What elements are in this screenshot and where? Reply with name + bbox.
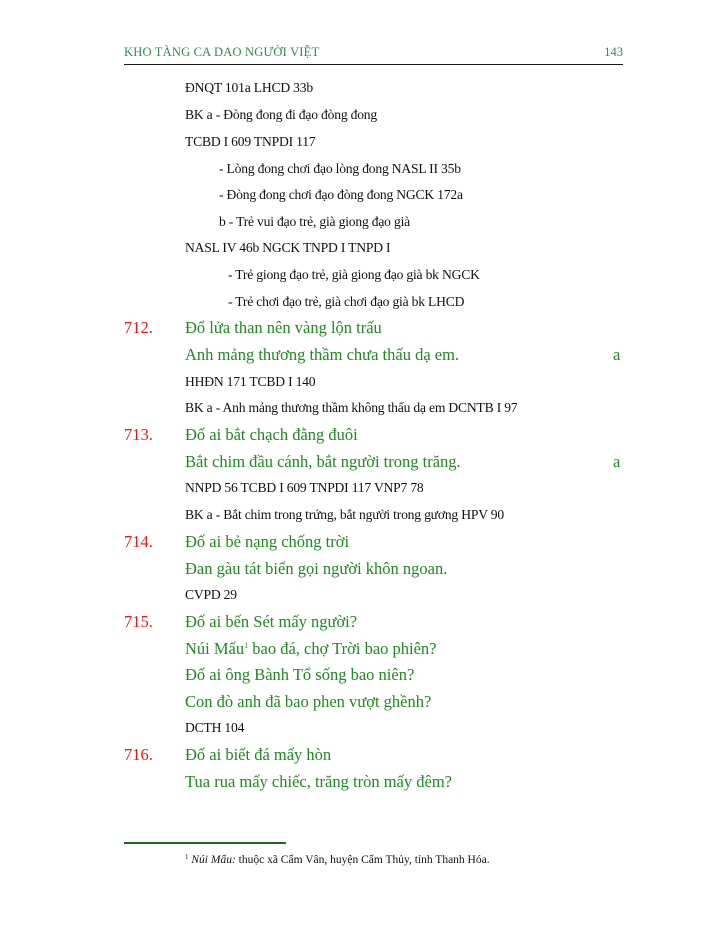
ref-line: NNPD 56 TCBD I 609 TNPDI 117 VNP7 78 (185, 480, 424, 495)
entry-number: 714. (124, 532, 153, 551)
verse-line: Tua rua mấy chiếc, trăng tròn mấy đêm? (185, 772, 452, 791)
ref-line: ĐNQT 101a LHCD 33b (185, 80, 313, 95)
footnote (185, 853, 490, 866)
ref-line: DCTH 104 (185, 720, 245, 735)
ref-line: HHĐN 171 TCBD I 140 (185, 374, 316, 389)
verse-line: Đan gàu tát biển gọi người khôn ngoan. (185, 559, 448, 578)
verse-line: Đổ lửa than nên vàng lộn trấu (185, 318, 382, 337)
footnote-term: Núi Mẩu: (191, 854, 236, 866)
verse-line: Đố ai bến Sét mấy người? (185, 612, 358, 631)
verse-line: Đố ai bẻ nạng chống trời (185, 532, 350, 551)
verse-line: Đố ai ông Bành Tổ sống bao niên? (185, 665, 415, 684)
footnote-divider (124, 842, 286, 844)
footnote-text: thuộc xã Cẩm Vân, huyện Cẩm Thủy, tỉnh Thanh Hóa. (235, 854, 490, 866)
verse-line: Con đò anh đã bao phen vượt ghềnh? (185, 692, 432, 711)
verse-text: bao đá, chợ Trời bao phiên? (248, 639, 437, 658)
variant-line: - Trẻ chơi đạo trẻ, già chơi đạo già bk LHCD (228, 294, 465, 309)
entry-number: 716. (124, 745, 153, 764)
entry-number: 712. (124, 318, 153, 337)
page-header (124, 44, 623, 65)
ref-line: BK a - Anh mảng thương thầm không thấu dạ em DCNTB I 97 (185, 400, 518, 415)
verse-line: Đố ai bắt chạch đằng đuôi (185, 425, 358, 444)
ref-line: CVPD 29 (185, 587, 237, 602)
variant-mark: a (613, 452, 621, 471)
footnote-ref[interactable]: 1 (244, 641, 249, 650)
page-number: 143 (604, 45, 623, 59)
verse-line: Đố ai biết đá mấy hòn (185, 745, 332, 764)
entry-number: 713. (124, 425, 153, 444)
verse-line: Anh mảng thương thầm chưa thấu dạ em. (185, 345, 460, 364)
ref-line: BK a - Đòng đong đi đạo đòng đong (185, 107, 378, 122)
variant-mark: a (613, 345, 621, 364)
variant-line: - Trẻ giong đạo trẻ, già giong đạo già bk NGCK (228, 267, 480, 282)
variant-line: b - Trẻ vui đạo trẻ, già giong đạo già (219, 214, 410, 229)
place-name: Núi Mẩu (185, 639, 245, 658)
running-title: KHO TÀNG CA DAO NGƯỜI VIỆT (124, 45, 320, 59)
entry-number: 715. (124, 612, 153, 631)
verse-line: Bắt chim đầu cánh, bắt người trong trăng. (185, 452, 461, 471)
variant-line: - Đòng đong chơi đạo đòng đong NGCK 172a (219, 187, 463, 202)
variant-line: - Lòng đong chơi đạo lòng đong NASL II 35b (219, 161, 461, 176)
ref-line: TCBD I 609 TNPDI 117 (185, 134, 316, 149)
ref-line: NASL IV 46b NGCK TNPD I TNPD I (185, 240, 391, 255)
verse-line (185, 639, 437, 659)
footnote-mark: 1 (185, 853, 189, 861)
ref-line: BK a - Bắt chim trong trứng, bắt người trong gương HPV 90 (185, 507, 504, 522)
